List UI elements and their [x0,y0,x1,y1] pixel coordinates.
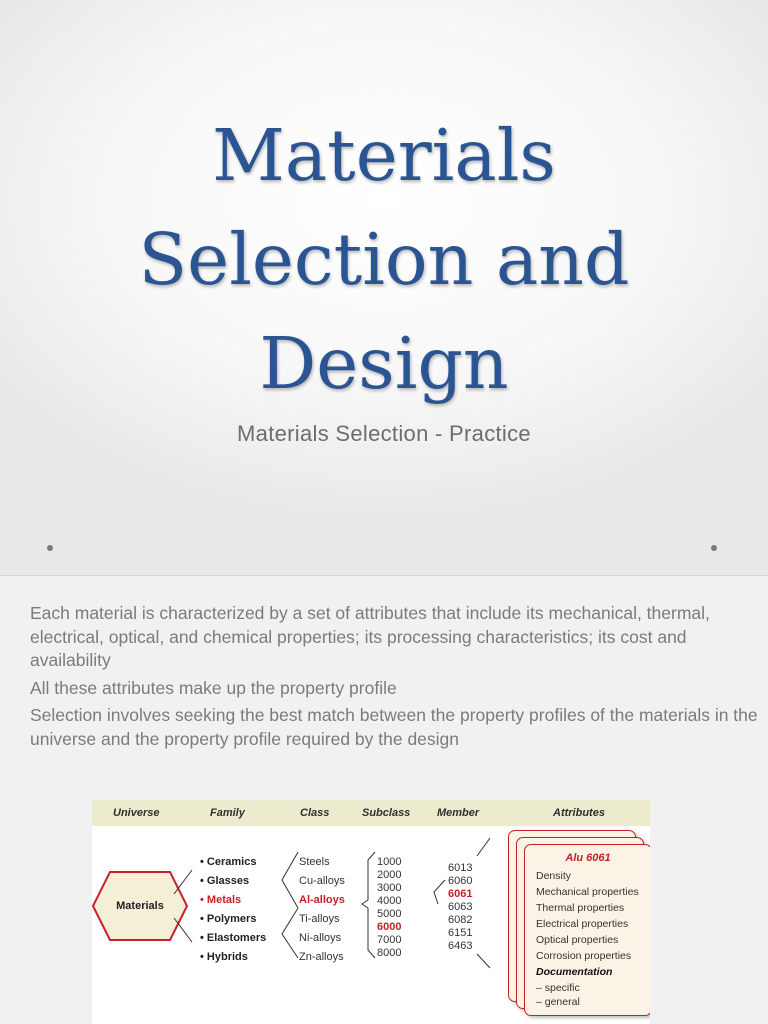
header-member: Member [437,807,480,819]
subclass-6000: 6000 [377,921,402,933]
subclass-1000: 1000 [377,856,402,868]
member-6061: 6061 [448,888,473,900]
subclass-4000: 4000 [377,895,402,907]
attribute-documentation: Documentation [536,966,613,978]
title-line-3: Design [259,322,509,405]
attribute-thermal: Thermal properties [536,902,625,914]
universe-label: Materials [116,900,164,912]
documentation-specific: – specific [536,982,580,994]
subclass-3000: 3000 [377,882,402,894]
slide-subtitle: Materials Selection - Practice [237,421,531,446]
title-line-2: Selection and [138,218,630,301]
subclass-7000: 7000 [377,934,402,946]
family-elastomers: • Elastomers [200,932,267,944]
paragraph-attributes: Each material is characterized by a set of attributes that include its mechanical, thermal, electrical, optical, and chemical properties; its processing characteristics; its cost and availability [30,603,710,670]
class-al-alloys: Al-alloys [299,894,345,906]
slide-title [0,104,768,416]
class-ni-alloys: Ni-alloys [299,932,342,944]
header-attributes: Attributes [553,807,605,819]
subclass-2000: 2000 [377,869,402,881]
attribute-optical: Optical properties [536,934,619,946]
materials-hierarchy-figure [92,800,650,1024]
paragraph-property-profile: All these attributes make up the property profile [30,678,397,698]
attribute-electrical: Electrical properties [536,918,629,930]
class-cu-alloys: Cu-alloys [299,875,345,887]
family-ceramics: • Ceramics [200,856,257,868]
family-polymers: • Polymers [200,913,257,925]
header-subclass: Subclass [362,807,411,819]
class-steels: Steels [299,856,330,868]
class-ti-alloys: Ti-alloys [299,913,340,925]
bullet-dot-right [711,545,717,551]
family-hybrids: • Hybrids [200,951,248,963]
bullet-dot-left [47,545,53,551]
family-glasses: • Glasses [200,875,250,887]
member-6013: 6013 [448,862,473,874]
class-zn-alloys: Zn-alloys [299,951,344,963]
attribute-density: Density [536,870,572,882]
documentation-general: – general [536,996,580,1008]
member-6063: 6063 [448,901,473,913]
member-6463: 6463 [448,940,473,952]
attribute-mechanical: Mechanical properties [536,886,639,898]
attribute-corrosion: Corrosion properties [536,950,632,962]
attribute-card-title: Alu 6061 [565,852,611,864]
paragraph-selection: Selection involves seeking the best match between the property profiles of the materials in the universe and the property profile required by the design [30,705,758,749]
member-6082: 6082 [448,914,473,926]
subclass-8000: 8000 [377,947,402,959]
header-family: Family [210,807,245,819]
member-6060: 6060 [448,875,473,887]
content-slide [0,576,768,1024]
header-universe: Universe [113,807,160,819]
header-class: Class [300,807,330,819]
family-metals: • Metals [200,894,242,906]
title-line-1: Materials [212,114,556,197]
subclass-5000: 5000 [377,908,402,920]
member-6151: 6151 [448,927,473,939]
